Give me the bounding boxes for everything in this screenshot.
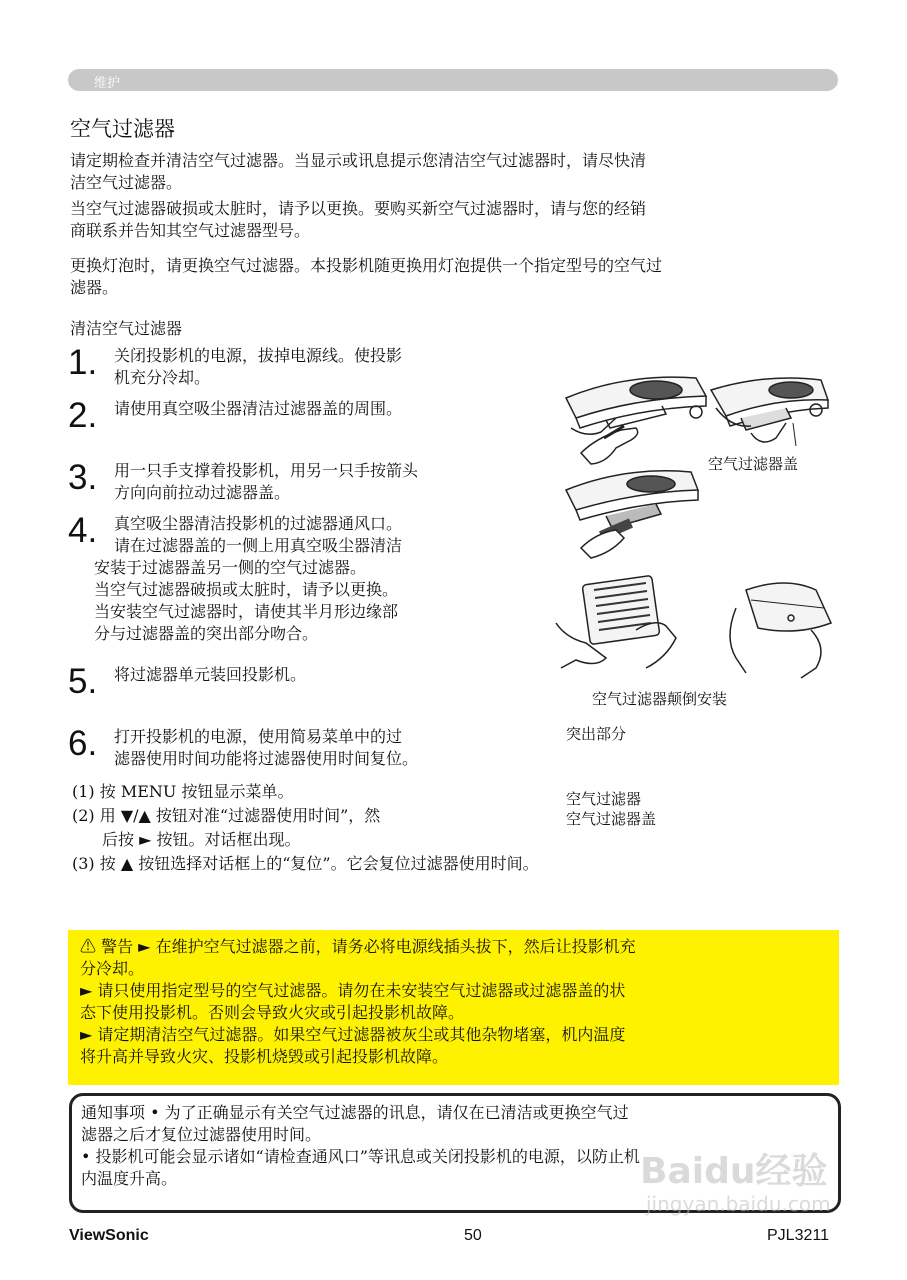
intro-paragraph-2: 当空气过滤器破损或太脏时，请予以更换。要购买新空气过滤器时，请与您的经销 商联系并告知其空气过滤器型号。 xyxy=(70,199,647,240)
step-text: 关闭投影机的电源，拔掉电源线。使投影 机充分冷却。 xyxy=(114,346,403,387)
protrusion-label: 突出部分 xyxy=(566,725,627,743)
section-subheading: 清洁空气过滤器 xyxy=(70,319,183,338)
step-text: 真空吸尘器清洁投影机的过滤器通风口。 请在过滤器盖的一侧上用真空吸尘器清洁 xyxy=(114,514,403,555)
notice-text: 通知事项 • 为了正确显示有关空气过滤器的讯息，请仅在已清洁或更换空气过 滤器之后才复位过滤器使用时间。 • 投影机可能会显示诸如“请检查通风口”等讯息或关闭投影机的电源，以防止机 内温度升高。 xyxy=(81,1103,640,1188)
warning-text: ⚠ 警告 ► 在维护空气过滤器之前，请务必将电源线插头拔下，然后让投影机充 分冷却。 ► 请只使用指定型号的空气过滤器。请勿在未安装空气过滤器或过滤器盖的状 态下使用投影机。否则会导致火灾或引起投影机故障。 ► 请定期清洁空气过滤器。如果空气过滤器被灰尘或其他杂物堵塞，机内温度 将升高并导致火灾、投影机烧毁或引起投影机故障。 xyxy=(80,937,636,1066)
filter-illustrations xyxy=(546,368,846,698)
projector-illustration xyxy=(566,471,698,558)
step-number: 2. xyxy=(68,396,98,435)
step-number: 5. xyxy=(68,662,98,701)
step-number: 1. xyxy=(68,343,98,382)
step-number: 3. xyxy=(68,458,98,497)
intro-paragraph-3: 更换灯泡时，请更换空气过滤器。本投影机随更换用灯泡提供一个指定型号的空气过 滤器。 xyxy=(70,256,663,297)
step-text: 用一只手支撑着投影机，用另一只手按箭头 方向向前拉动过滤器盖。 xyxy=(114,461,419,502)
warning-box xyxy=(68,930,839,1085)
step-number: 6. xyxy=(68,724,98,763)
section-header-bar xyxy=(68,69,838,91)
step-text: 将过滤器单元装回投影机。 xyxy=(114,665,307,684)
intro-paragraph-1: 请定期检查并清洁空气过滤器。当显示或讯息提示您清洁空气过滤器时，请尽快清 洁空气过滤器。 xyxy=(70,151,647,192)
filter-cover-caption: 空气过滤器盖 xyxy=(708,455,799,473)
footer-brand: ViewSonic xyxy=(69,1227,149,1244)
watermark xyxy=(640,1152,831,1216)
air-filter-cover-label: 空气过滤器盖 xyxy=(566,810,657,828)
watermark-url: jingyan.baidu.com xyxy=(646,1192,831,1216)
step-number: 4. xyxy=(68,511,98,550)
air-filter-label: 空气过滤器 xyxy=(566,790,642,808)
page-title: 空气过滤器 xyxy=(70,117,175,141)
watermark-brand: Baidu经验 xyxy=(640,1151,828,1192)
substep-3: (3) 按 ▲ 按钮选择对话框上的“复位”。它会复位过滤器使用时间。 xyxy=(72,854,539,873)
air-filter-illustration xyxy=(556,575,676,668)
substep-2: (2) 用 ▼/▲ 按钮对准“过滤器使用时间”，然 xyxy=(72,806,381,825)
substep-1: (1) 按 MENU 按钮显示菜单。 xyxy=(72,782,294,801)
projector-illustration xyxy=(566,377,706,464)
model-number: PJL3211 xyxy=(767,1227,829,1244)
install-reverse-caption: 空气过滤器颠倒安装 xyxy=(592,690,728,708)
step-text: 请使用真空吸尘器清洁过滤器盖的周围。 xyxy=(114,399,403,418)
projector-illustration xyxy=(711,378,828,446)
step-text-continued: 安装于过滤器盖另一侧的空气过滤器。 当空气过滤器破损或太脏时，请予以更换。 当安装空气过滤器时，请使其半月形边缘部 分与过滤器盖的突出部分吻合。 xyxy=(94,558,399,643)
page-number: 50 xyxy=(464,1227,482,1244)
air-filter-illustration xyxy=(730,583,831,678)
substep-2-continued: 后按 ► 按钮。对话框出现。 xyxy=(102,830,301,849)
step-text: 打开投影机的电源，使用简易菜单中的过 滤器使用时间功能将过滤器使用时间复位。 xyxy=(114,727,419,768)
section-label: 维护 xyxy=(94,76,121,91)
